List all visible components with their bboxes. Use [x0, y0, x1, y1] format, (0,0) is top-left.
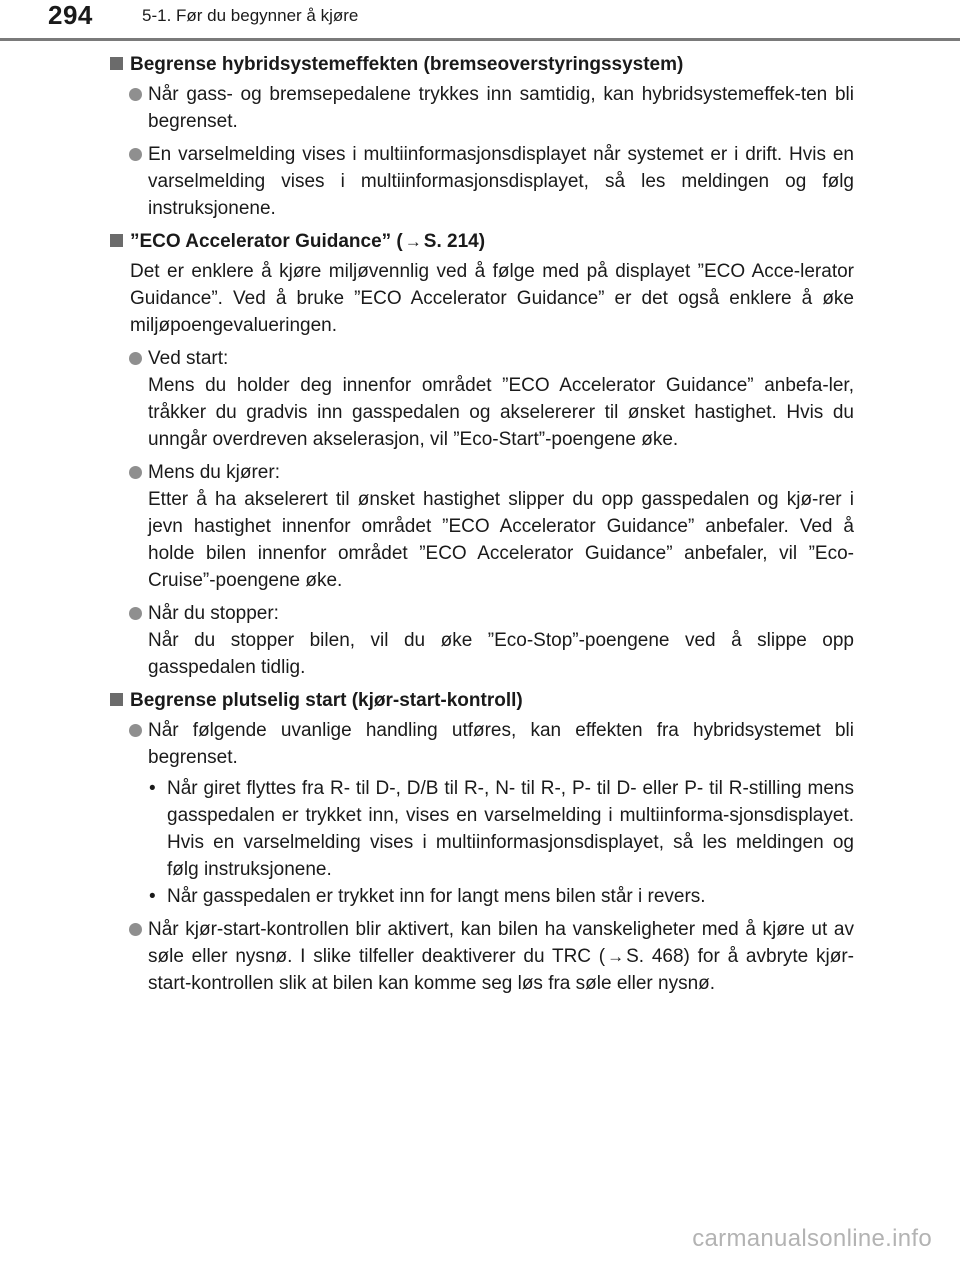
sub-item-text: Når giret flyttes fra R- til D-, D/B til R-, N- til R-, P- til D- eller P- til R-stilling mens gasspedalen er trykket inn, vises en varselmelding i multiinforma-sjonsdisplayet. Hvis en varselmelding vises i multiinformasjonsdisplayet, så les meldingen og følg instruksjonene. — [167, 778, 854, 880]
square-bullet-icon — [110, 57, 123, 70]
bullet-text: Mens du holder deg innenfor området ”ECO Accelerator Guidance” anbefa-ler, tråkker du gradvis inn gasspedalen og akselererer til ønsket hastighet. Hvis du unngår overdreven akselerasjon, vil ”Eco-Start”-poengene øke. — [148, 375, 854, 450]
bullet-text: Når følgende uvanlige handling utføres, kan effekten fra hybridsystemet bli begrenset. — [148, 720, 854, 768]
list-item — [110, 345, 854, 453]
square-bullet-icon — [110, 693, 123, 706]
section-heading-limit-hybrid — [110, 51, 854, 78]
square-bullet-icon — [110, 234, 123, 247]
section-heading-text: Begrense hybridsystemeffekten (bremseoverstyringssystem) — [130, 54, 684, 75]
section-heading-text — [130, 228, 485, 255]
list-item — [110, 717, 854, 771]
section-heading-text: Begrense plutselig start (kjør-start-kontroll) — [130, 690, 523, 711]
bullet-text: En varselmelding vises i multiinformasjonsdisplayet når systemet er i drift. Hvis en varselmelding vises i multiinformasjonsdisplayet, så les meldingen og følg instruksjonene. — [148, 144, 854, 219]
page-content — [110, 51, 854, 1003]
section-heading-sudden-start — [110, 687, 854, 714]
heading-prefix: ”ECO Accelerator Guidance” ( — [130, 231, 403, 252]
sub-list-item — [110, 883, 854, 910]
header-divider — [0, 38, 960, 41]
list-item — [110, 81, 854, 135]
sub-item-text: Når gasspedalen er trykket inn for langt mens bilen står i revers. — [167, 886, 706, 907]
bullet-title: Når du stopper: — [148, 603, 279, 624]
list-item — [110, 141, 854, 222]
watermark: carmanualsonline.info — [692, 1225, 932, 1252]
circle-bullet-icon — [129, 724, 142, 737]
section-heading-eco-guidance — [110, 228, 854, 255]
bullet-text: Når du stopper bilen, vil du øke ”Eco-Stop”-poengene ved å slippe opp gasspedalen tidlig. — [148, 630, 854, 678]
intro-paragraph: Det er enklere å kjøre miljøvennlig ved å følge med på displayet ”ECO Acce-lerator Guidance”. Ved å bruke ”ECO Accelerator Guidance” er det også enklere å øke miljøpoengevalueringen. — [130, 261, 854, 336]
circle-bullet-icon — [129, 88, 142, 101]
bullet-text: Etter å ha akselerert til ønsket hastighet slipper du opp gasspedalen og kjø-rer i jevn hastighet innenfor området ”ECO Accelerator Guidance” anbefaler. Ved å holde bilen innenfor området ”ECO Accelerator Guidance” anbefaler, vil ”Eco-Cruise”-poengene øke. — [148, 489, 854, 591]
small-bullet-icon: • — [149, 778, 156, 799]
sub-list-item — [110, 775, 854, 883]
bullet-text-start: Når kjør-start-kontrollen blir aktivert, kan bilen ha vanskeligheter med å kjøre ut av søle eller nysnø. I slike tilfeller deaktiverer du TRC ( — [148, 919, 854, 967]
bullet-title: Ved start: — [148, 348, 229, 369]
circle-bullet-icon — [129, 923, 142, 936]
list-item — [110, 600, 854, 681]
bullet-text: Når gass- og bremsepedalene trykkes inn samtidig, kan hybridsystemeffek-ten bli begrenset. — [148, 84, 854, 132]
page-reference-text[interactable]: S. 468) for å avbryte kjør-start-kontrollen slik at bilen kan komme seg løs fra søle eller nysnø. — [148, 946, 854, 994]
list-item — [110, 916, 854, 997]
circle-bullet-icon — [129, 607, 142, 620]
page-number: 294 — [48, 0, 93, 30]
small-bullet-icon: • — [149, 886, 156, 907]
arrow-right-icon: → — [404, 232, 422, 251]
list-item — [110, 459, 854, 594]
arrow-right-icon: → — [607, 947, 625, 966]
page-reference[interactable]: S. 214) — [423, 231, 486, 252]
circle-bullet-icon — [129, 352, 142, 365]
chapter-title: 5-1. Før du begynner å kjøre — [142, 6, 359, 25]
circle-bullet-icon — [129, 466, 142, 479]
circle-bullet-icon — [129, 148, 142, 161]
page-header — [0, 0, 960, 44]
bullet-title: Mens du kjører: — [148, 462, 280, 483]
